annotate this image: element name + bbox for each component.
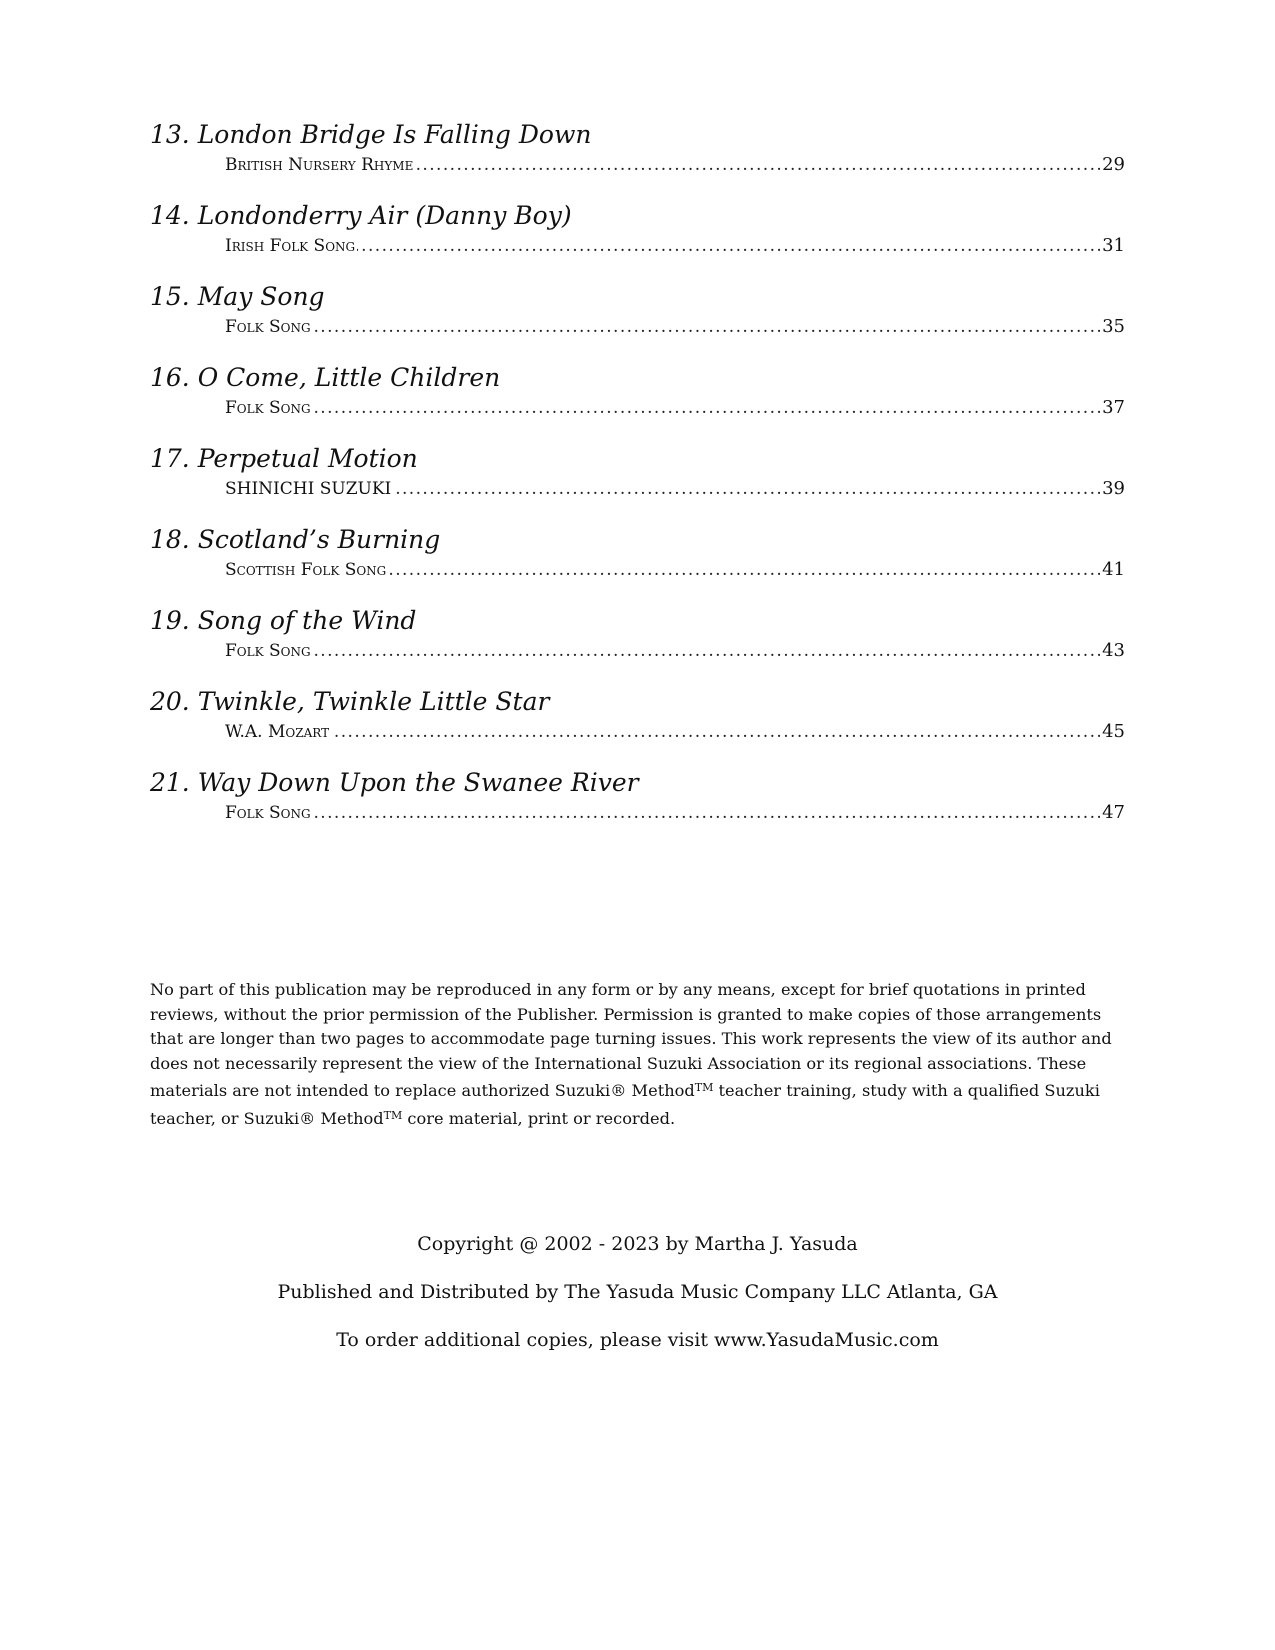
page-number: 39 — [1100, 476, 1125, 502]
song-title: 17. Perpetual Motion — [150, 444, 418, 473]
toc-entry — [150, 766, 1130, 847]
publisher-line: Published and Distributed by The Yasuda Music Company LLC Atlanta, GA — [277, 1281, 998, 1303]
trademark-symbol: TM — [383, 1108, 403, 1122]
page-number: 43 — [1100, 638, 1125, 664]
page-number: 37 — [1100, 395, 1125, 421]
song-composer: Folk Song — [225, 317, 311, 337]
song-title: 14. Londonderry Air (Danny Boy) — [150, 201, 572, 230]
song-composer: Folk Song — [225, 641, 311, 661]
page-number: 31 — [1100, 233, 1125, 259]
legal-text-part-2: teacher training, study with a qualified Suzuki teacher, or Suzuki® Method — [150, 1081, 1100, 1128]
table-of-contents — [150, 118, 1130, 847]
song-title: 20. Twinkle, Twinkle Little Star — [150, 687, 550, 716]
toc-entry — [150, 280, 1130, 361]
song-composer: W.A. Mozart — [225, 722, 330, 742]
publisher-footer — [0, 1230, 1275, 1374]
song-title: 18. Scotland’s Burning — [150, 525, 441, 554]
toc-entry — [150, 685, 1130, 766]
song-title: 16. O Come, Little Children — [150, 363, 501, 392]
order-line: To order additional copies, please visit www.YasudaMusic.com — [336, 1329, 939, 1351]
legal-text-part-1: No part of this publication may be reproduced in any form or by any means, except for brief quotations in printed reviews, without the prior permission of the Publisher. Permission is granted to make copies of those arrangements that are longer than two pages to accommodate page turning issues. This work represents the view of its author and does not necessarily represent the view of the International Suzuki Association or its regional associations. These materials are not intended to replace authorized Suzuki® Method — [150, 980, 1112, 1100]
toc-entry — [150, 604, 1130, 685]
song-composer: Scottish Folk Song — [225, 560, 387, 580]
song-composer: SHINICHI SUZUKI — [225, 479, 392, 499]
trademark-symbol: TM — [694, 1081, 714, 1094]
toc-entry — [150, 118, 1130, 199]
toc-leader-line — [225, 233, 1125, 259]
page-number: 35 — [1100, 314, 1125, 340]
toc-entry — [150, 523, 1130, 604]
song-composer: Folk Song — [225, 398, 311, 418]
toc-leader-line — [225, 719, 1125, 745]
toc-entry — [150, 361, 1130, 442]
toc-leader-line — [225, 476, 1125, 502]
toc-entry — [150, 199, 1130, 280]
toc-leader-line — [225, 557, 1125, 583]
song-title: 13. London Bridge Is Falling Down — [150, 120, 592, 149]
page-number: 45 — [1100, 719, 1125, 745]
copyright-notice — [150, 978, 1125, 1131]
song-title: 21. Way Down Upon the Swanee River — [150, 768, 639, 797]
page-number: 47 — [1100, 800, 1125, 826]
song-composer: Irish Folk Song — [225, 236, 356, 256]
song-title: 19. Song of the Wind — [150, 606, 417, 635]
song-title: 15. May Song — [150, 282, 325, 311]
page-number: 41 — [1100, 557, 1125, 583]
toc-entry — [150, 442, 1130, 523]
page-number: 29 — [1100, 152, 1125, 178]
toc-leader-line — [225, 800, 1125, 826]
toc-leader-line — [225, 638, 1125, 664]
toc-leader-line — [225, 152, 1125, 178]
toc-leader-line — [225, 314, 1125, 340]
toc-leader-line — [225, 395, 1125, 421]
song-composer: British Nursery Rhyme — [225, 155, 414, 175]
song-composer: Folk Song — [225, 803, 311, 823]
legal-text-part-3: core material, print or recorded. — [402, 1108, 676, 1128]
copyright-line: Copyright @ 2002 - 2023 by Martha J. Yasuda — [417, 1233, 858, 1255]
